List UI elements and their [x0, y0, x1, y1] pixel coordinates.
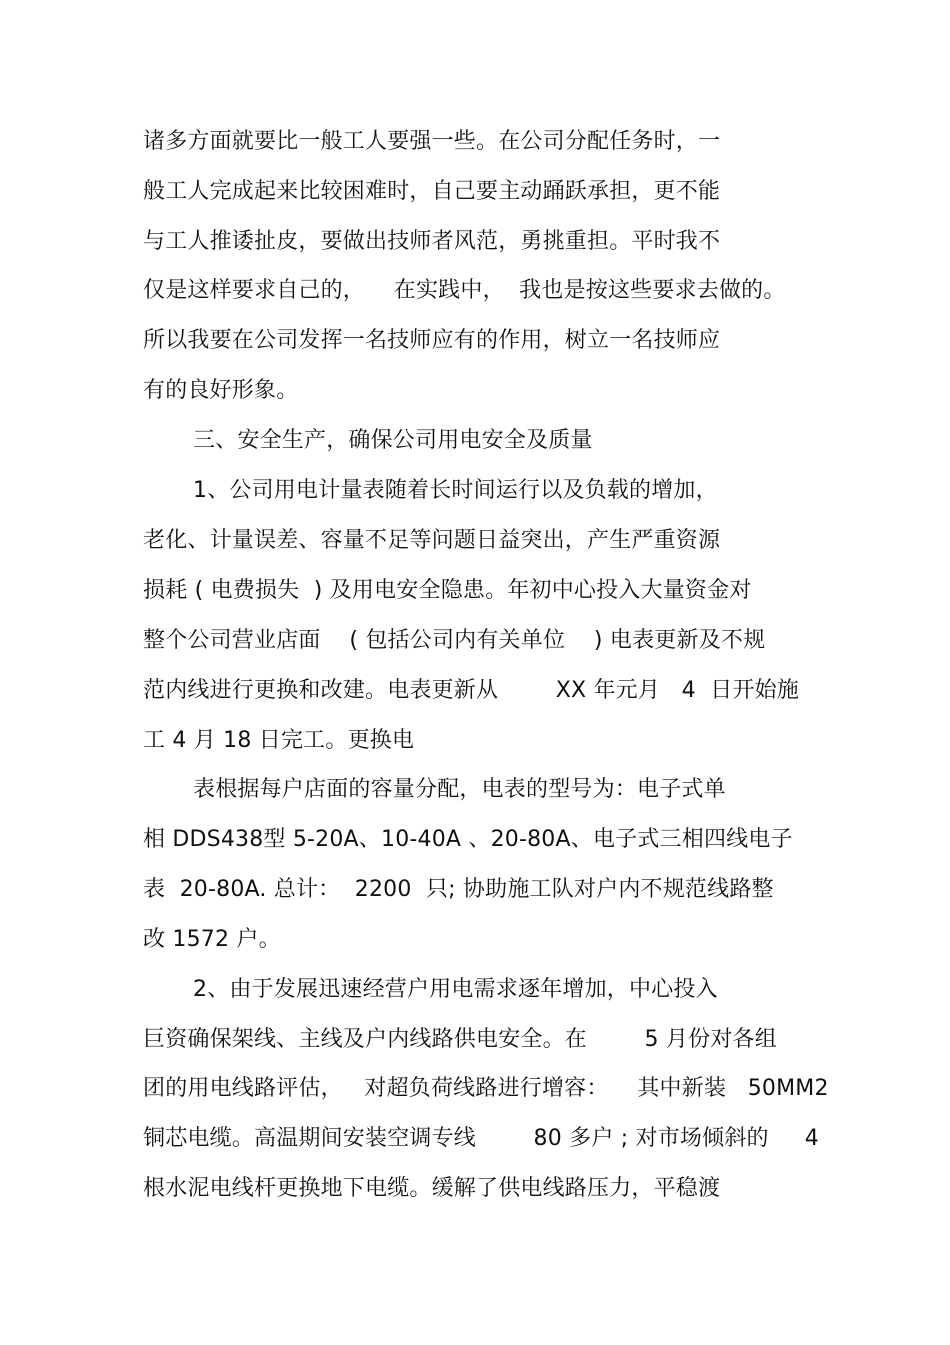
- text-line: 损耗 ( 电费损失 ) 及用电安全隐患。年初中心投入大量资金对: [143, 578, 752, 603]
- text-line: 所以我要在公司发挥一名技师应有的作用，树立一名技师应: [143, 328, 721, 353]
- text-line: 根水泥电线杆更换地下电缆。缓解了供电线路压力，平稳渡: [143, 1176, 721, 1201]
- text-line: 仅是这样要求自己的， 在实践中， 我也是按这些要求去做的。: [143, 278, 786, 303]
- text-line: 诸多方面就要比一般工人要强一些。在公司分配任务时，一: [143, 129, 721, 154]
- section-heading: 三、安全生产，确保公司用电安全及质量: [193, 428, 593, 453]
- text-line: 表 20-80A. 总计： 2200 只; 协助施工队对户内不规范线路整: [143, 877, 774, 902]
- text-line: 与工人推诿扯皮，要做出技师者风范，勇挑重担。平时我不: [143, 229, 721, 254]
- text-line: 巨资确保架线、主线及户内线路供电安全。在 5 月份对各组: [143, 1027, 777, 1052]
- text-line: 般工人完成起来比较困难时，自己要主动踊跃承担，更不能: [143, 179, 721, 204]
- text-line: 改 1572 户。: [143, 927, 281, 952]
- text-line: 有的良好形象。: [143, 378, 299, 403]
- text-line: 团的用电线路评估， 对超负荷线路进行增容： 其中新装 50MM2: [143, 1076, 829, 1101]
- text-line: 相 DDS438型 5-20A、10-40A 、20-80A、电子式三相四线电子: [143, 827, 793, 852]
- text-line: 1、公司用电计量表随着长时间运行以及负载的增加，: [193, 478, 718, 503]
- text-line: 整个公司营业店面 ( 包括公司内有关单位 ) 电表更新及不规: [143, 628, 766, 653]
- text-line: 老化、计量误差、容量不足等问题日益突出，产生严重资源: [143, 528, 721, 553]
- text-line: 范内线进行更换和改建。电表更新从 XX 年元月 4 日开始施: [143, 678, 800, 703]
- text-line: 2、由于发展迅速经营户用电需求逐年增加，中心投入: [193, 977, 718, 1002]
- text-line: 表根据每户店面的容量分配，电表的型号为：电子式单: [193, 777, 726, 802]
- text-line: 工 4 月 18 日完工。更换电: [143, 728, 415, 753]
- text-line: 铜芯电缆。高温期间安装空调专线 80 多户 ; 对市场倾斜的 4: [143, 1126, 819, 1151]
